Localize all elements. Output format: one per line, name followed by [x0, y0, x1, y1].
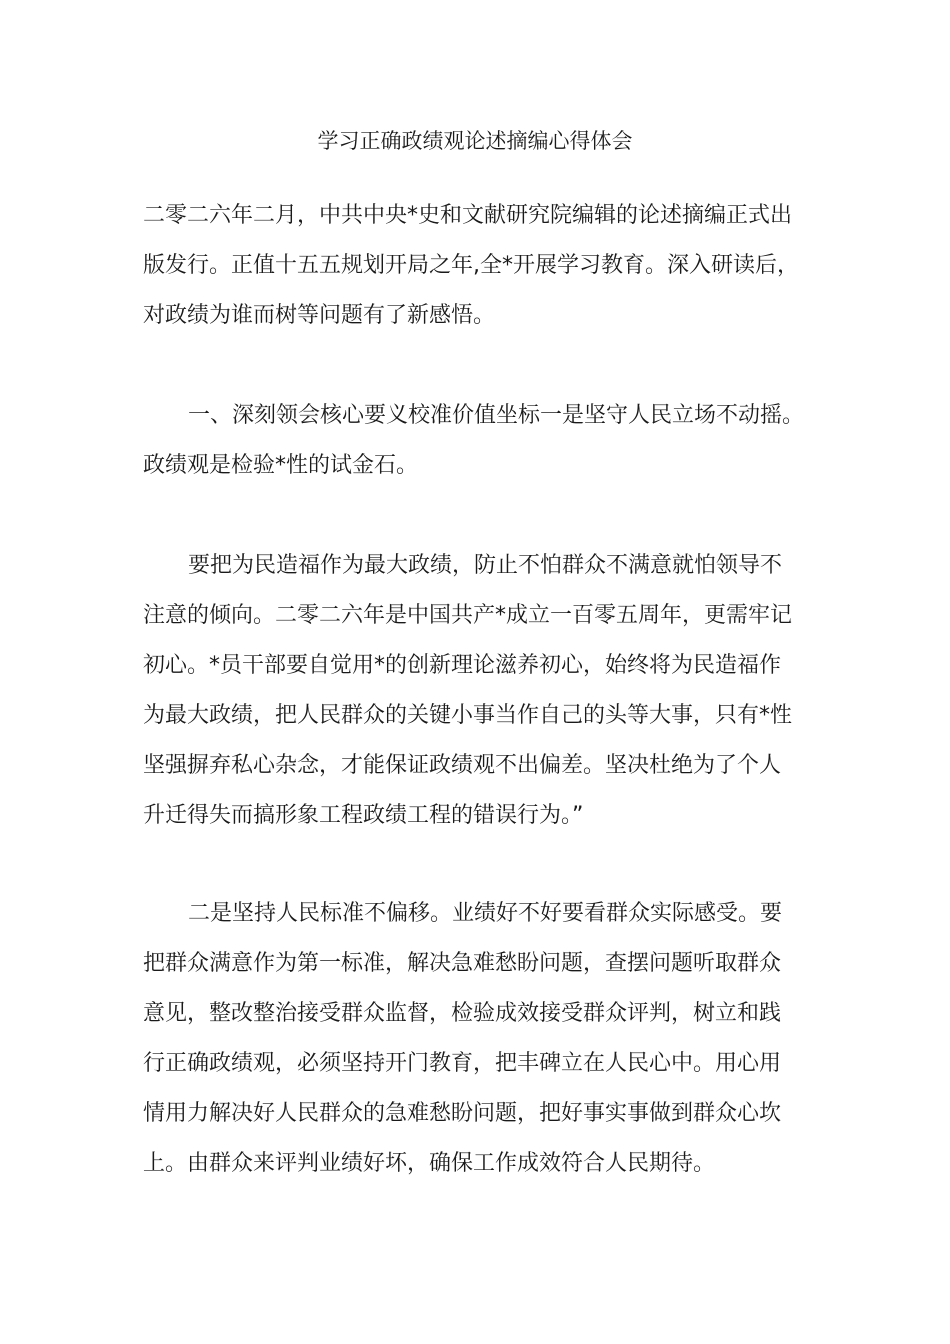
text-line: 二零二六年二月，中共中央*史和文献研究院编辑的论述摘编正式出 — [143, 203, 793, 228]
text-line: 初心。*员干部要自觉用*的创新理论滋养初心，始终将为民造福作 — [143, 653, 782, 678]
text-line: 上。由群众来评判业绩好坏，确保工作成效符合人民期待。 — [143, 1151, 716, 1176]
document-title: 学习正确政绩观论述摘编心得体会 — [317, 129, 633, 153]
text-line: 注意的倾向。二零二六年是中国共产*成立一百零五周年，更需牢记 — [143, 603, 793, 628]
paragraph-people-standard — [143, 889, 813, 1189]
text-line: 一、深刻领会核心要义校准价值坐标一是坚守人民立场不动摇。 — [188, 403, 805, 428]
text-line: 对政绩为谁而树等问题有了新感悟。 — [143, 303, 496, 328]
text-line: 意见，整改整治接受群众监督，检验成效接受群众评判，树立和践 — [143, 1001, 782, 1026]
paragraph-section-one — [143, 391, 813, 491]
text-line: 二是坚持人民标准不偏移。业绩好不好要看群众实际感受。要 — [188, 901, 783, 926]
text-line: 版发行。正值十五五规划开局之年,全*开展学习教育。深入研读后， — [143, 253, 799, 278]
text-line: 行正确政绩观，必须坚持开门教育，把丰碑立在人民心中。用心用 — [143, 1051, 782, 1076]
text-line: 把群众满意作为第一标准，解决急难愁盼问题，查摆问题听取群众 — [143, 951, 782, 976]
paragraph-intro — [143, 191, 813, 341]
text-line: 情用力解决好人民群众的急难愁盼问题，把好事实事做到群众心坎 — [143, 1101, 782, 1126]
text-line: 为最大政绩，把人民群众的关键小事当作自己的头等大事，只有*性 — [143, 703, 793, 728]
paragraph-welfare — [143, 541, 813, 841]
text-line: 要把为民造福作为最大政绩，防止不怕群众不满意就怕领导不 — [188, 553, 783, 578]
text-line: 升迁得失而搞形象工程政绩工程的错误行为。” — [143, 803, 584, 828]
text-line: 坚强摒弃私心杂念，才能保证政绩观不出偏差。坚决杜绝为了个人 — [143, 753, 782, 778]
text-line: 政绩观是检验*性的试金石。 — [143, 453, 419, 478]
